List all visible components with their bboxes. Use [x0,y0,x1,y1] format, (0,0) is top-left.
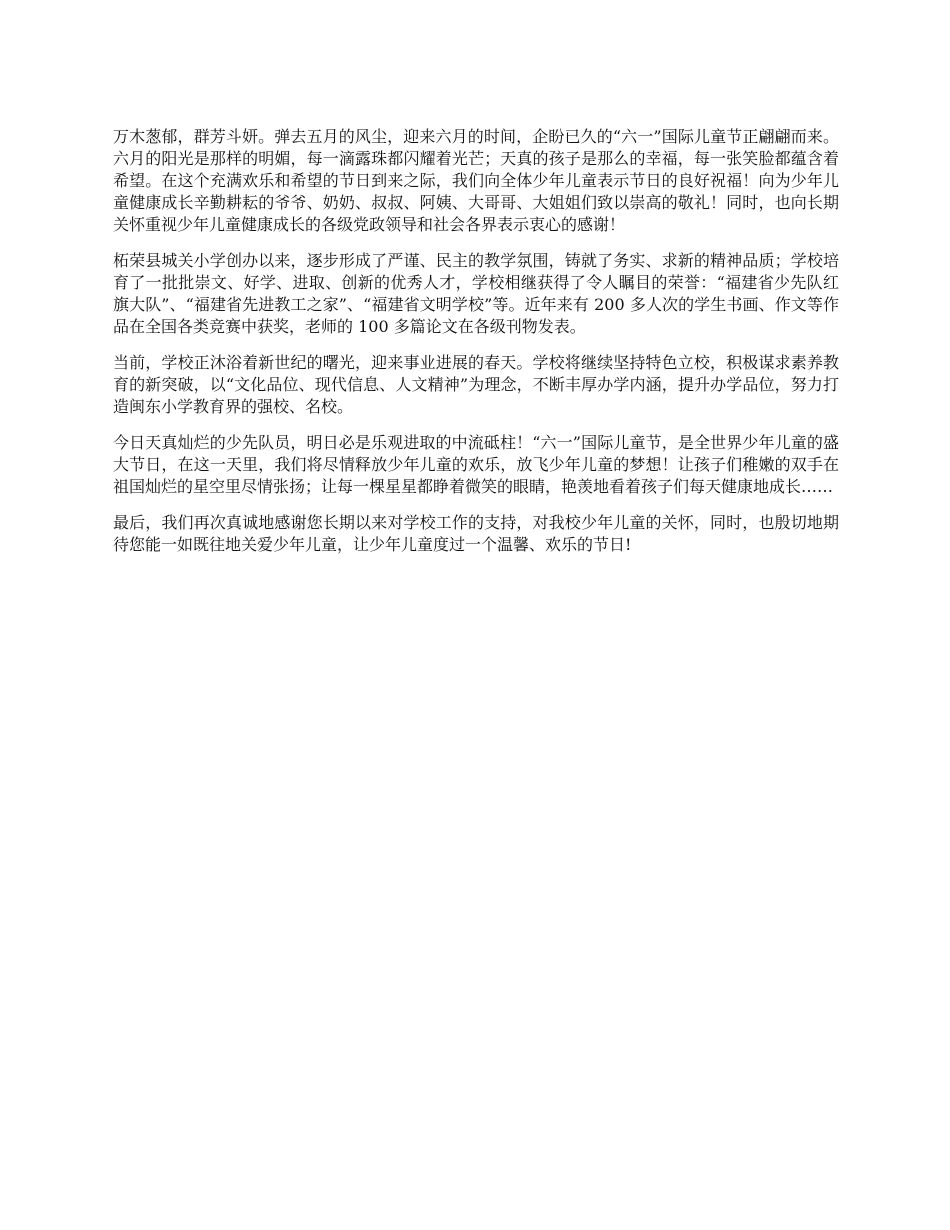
paragraph-closing: 最后，我们再次真诚地感谢您长期以来对学校工作的支持，对我校少年儿童的关怀，同时，也殷切地期待您能一如既往地关爱少年儿童，让少年儿童度过一个温馨、欢乐的节日! [113,513,839,554]
paragraph-childrens-day: 今日天真灿烂的少先队员，明日必是乐观进取的中流砥柱！“六一”国际儿童节，是全世界少年儿童的盛大节日，在这一天里，我们将尽情释放少年儿童的欢乐，放飞少年儿童的梦想！让孩子们稚嫩的双手在祖国灿烂的星空里尽情张扬；让每一棵星星都睁着微笑的眼睛，艳羡地看着孩子们每天健康地成长…… [113,433,839,496]
paragraph-school-future: 当前，学校正沐浴着新世纪的曙光，迎来事业进展的春天。学校将继续坚持特色立校，积极谋求素养教育的新突破，以“文化品位、现代信息、人文精神”为理念，不断丰厚办学内涵，提升办学品位，努力打造闽东小学教育界的强校、名校。 [113,353,839,416]
paragraph-opening: 万木葱郁，群芳斗妍。弹去五月的风尘，迎来六月的时间，企盼已久的“六一”国际儿童节正翩翩而来。六月的阳光是那样的明媚，每一滴露珠都闪耀着光芒；天真的孩子是那么的幸福，每一张笑脸都蕴含着希望。在这个充满欢乐和希望的节日到来之际，我们向全体少年儿童表示节日的良好祝福！向为少年儿童健康成长辛勤耕耘的爷爷、奶奶、叔叔、阿姨、大哥哥、大姐姐们致以崇高的敬礼！同时，也向长期关怀重视少年儿童健康成长的各级党政领导和社会各界表示衷心的感谢！ [113,127,839,234]
document-body [113,126,839,570]
paragraph-school-history: 柘荣县城关小学创办以来，逐步形成了严谨、民主的教学氛围，铸就了务实、求新的精神品质；学校培育了一批批崇文、好学、进取、创新的优秀人才，学校相继获得了令人瞩目的荣誉：“福建省少先队红旗大队”、“福建省先进教工之家”、“福建省文明学校”等。近年来有 200 多人次的学生书画、作文等作品在全国各类竞赛中获奖，老师的 100 多篇论文在各级刊物发表。 [113,251,839,336]
